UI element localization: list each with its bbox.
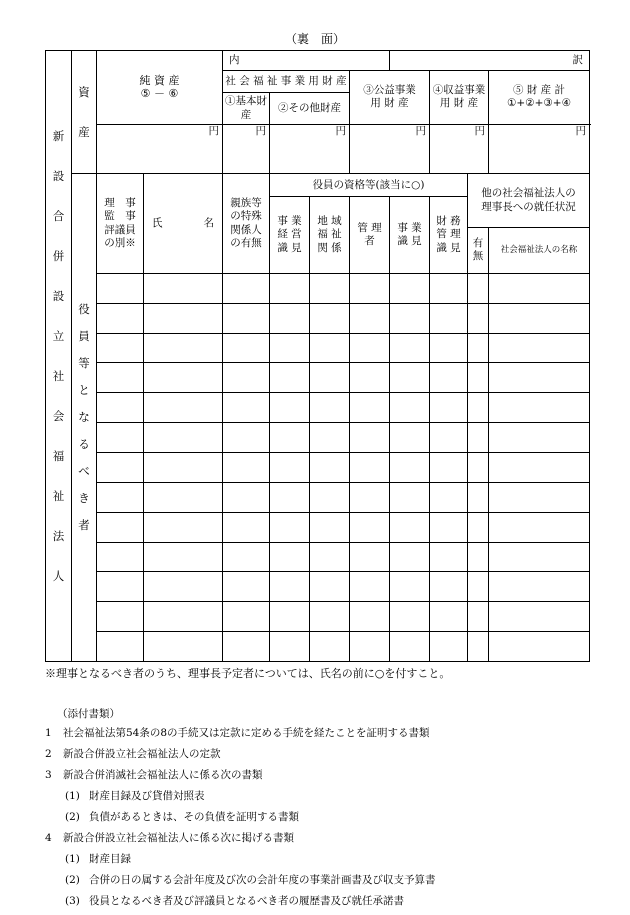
corp-name-cell[interactable] (489, 333, 590, 363)
side-label-char: 法 (52, 529, 65, 543)
officers-label-cell (72, 174, 97, 662)
item-number: (1) (65, 790, 80, 802)
item-text: 合併の日の属する会計年度及び次の会計年度の事業計画書及び収支予算書 (89, 874, 436, 886)
yes-no-cell[interactable] (468, 273, 489, 303)
q4-cell[interactable] (390, 423, 430, 453)
qual-financial-management: 財 務 管 理 識 見 (430, 197, 468, 274)
property-total-value[interactable]: 円 (489, 124, 590, 173)
q4-cell[interactable] (390, 363, 430, 393)
side-label-char: 社 (52, 369, 65, 383)
officers-label-char: る (78, 437, 90, 452)
q5-cell[interactable] (430, 542, 468, 572)
role-cell[interactable] (97, 273, 144, 303)
qual-business-management: 事 業 経 営 識 見 (270, 197, 310, 274)
relatives-cell[interactable] (223, 393, 270, 423)
corp-name-cell[interactable] (489, 542, 590, 572)
q2-cell[interactable] (310, 453, 350, 483)
item-number: 2 (45, 748, 52, 760)
name-cell[interactable] (144, 512, 223, 542)
role-cell[interactable] (97, 602, 144, 632)
role-cell[interactable] (97, 363, 144, 393)
attachments-title: （添付書類） (57, 708, 120, 720)
q4-cell[interactable] (390, 303, 430, 333)
q2-cell[interactable] (310, 572, 350, 602)
side-label-cell (46, 51, 72, 662)
item-text: 財産目録 (89, 853, 131, 865)
q2-cell[interactable] (310, 393, 350, 423)
item-text: 新設合併消滅社会福祉法人に係る次の書類 (63, 769, 263, 781)
name-cell[interactable] (144, 482, 223, 512)
q4-cell[interactable] (390, 542, 430, 572)
side-label-char: 会 (52, 409, 65, 423)
yes-no-cell[interactable] (468, 453, 489, 483)
breakdown-wake: 訳 (390, 51, 590, 71)
page-title: （裏 面） (284, 32, 345, 46)
relatives-cell[interactable] (223, 363, 270, 393)
q5-cell[interactable] (430, 393, 468, 423)
q5-cell[interactable] (430, 512, 468, 542)
q3-cell[interactable] (350, 393, 390, 423)
q2-cell[interactable] (310, 512, 350, 542)
item-number: (3) (65, 895, 80, 907)
side-label-char: 人 (52, 569, 65, 583)
q4-cell[interactable] (390, 572, 430, 602)
q4-cell[interactable] (390, 512, 430, 542)
side-label-char: 設 (52, 169, 65, 183)
side-label-char: 福 (52, 449, 65, 463)
q3-cell[interactable] (350, 303, 390, 333)
role-cell[interactable] (97, 512, 144, 542)
other-property-value[interactable]: 円 (270, 124, 350, 173)
side-label-char: 祉 (52, 489, 65, 503)
yes-no-cell[interactable] (468, 363, 489, 393)
corp-name-cell[interactable] (489, 273, 590, 303)
officers-label-char: 者 (78, 518, 90, 533)
q4-cell[interactable] (390, 482, 430, 512)
other-chair-header: 他の社会福祉法人の 理事長への就任状況 (468, 174, 590, 228)
item-number: 4 (45, 832, 52, 844)
officers-label-char: 等 (78, 356, 90, 371)
name-cell[interactable] (144, 602, 223, 632)
role-cell[interactable] (97, 453, 144, 483)
yes-no-cell[interactable] (468, 572, 489, 602)
role-cell[interactable] (97, 542, 144, 572)
q1-cell[interactable] (270, 542, 310, 572)
q3-cell[interactable] (350, 482, 390, 512)
officers-label-char: べ (78, 464, 90, 479)
role-header: 理 事 監 事 評議員 の別※ (97, 174, 144, 274)
q1-cell[interactable] (270, 393, 310, 423)
officers-label (72, 296, 96, 539)
q5-cell[interactable] (430, 453, 468, 483)
item-text: 新設合併設立社会福祉法人に係る次に掲げる書類 (63, 832, 294, 844)
officer-row (46, 512, 590, 542)
corp-name-cell[interactable] (489, 572, 590, 602)
corp-name-cell[interactable] (489, 423, 590, 453)
side-label-char: 立 (52, 329, 65, 343)
relatives-cell[interactable] (223, 542, 270, 572)
yes-no-cell[interactable] (468, 393, 489, 423)
assets-label-char: 資 (78, 85, 90, 100)
qualification-header: 役員の資格等(該当に○) (270, 174, 468, 197)
q1-cell[interactable] (270, 453, 310, 483)
q2-cell[interactable] (310, 602, 350, 632)
attachment-item (45, 765, 615, 786)
side-label-char: 合 (52, 209, 65, 223)
other-property-header: ②その他財産 (270, 93, 350, 124)
item-number: (2) (65, 811, 80, 823)
officer-row (46, 423, 590, 453)
relatives-header: 親族等 の特殊 関係人 の有無 (223, 174, 270, 274)
officer-row (46, 572, 590, 602)
public-property-header: ③公益事業 用 財 産 (350, 70, 430, 124)
net-assets-value[interactable]: 円 (97, 124, 223, 173)
q2-cell[interactable] (310, 303, 350, 333)
profit-property-header: ④収益事業 用 財 産 (430, 70, 489, 124)
role-cell[interactable] (97, 572, 144, 602)
officer-row (46, 602, 590, 632)
q4-cell[interactable] (390, 453, 430, 483)
attachments (45, 705, 615, 912)
q3-cell[interactable] (350, 273, 390, 303)
q2-cell[interactable] (310, 363, 350, 393)
role-cell[interactable] (97, 423, 144, 453)
q5-cell[interactable] (430, 572, 468, 602)
q2-cell[interactable] (310, 333, 350, 363)
item-text: 負債があるときは、その負債を証明する書類 (89, 811, 299, 823)
corp-name-cell[interactable] (489, 602, 590, 632)
name-header-left: 氏 (152, 216, 163, 229)
basic-property-header: ①基本財産 (223, 93, 270, 124)
yes-no-cell[interactable] (468, 512, 489, 542)
q3-cell[interactable] (350, 423, 390, 453)
q5-cell[interactable] (430, 602, 468, 632)
q4-cell[interactable] (390, 333, 430, 363)
officer-row (46, 363, 590, 393)
social-welfare-property-header: 社 会 福 祉 事 業 用 財 産 (223, 70, 350, 93)
attachment-subitem (45, 870, 615, 891)
qual-business-insight: 事 業 識 見 (390, 197, 430, 274)
yes-no-cell[interactable] (468, 602, 489, 632)
item-number: 1 (45, 727, 52, 739)
corp-name-cell[interactable] (489, 303, 590, 333)
name-cell[interactable] (144, 542, 223, 572)
relatives-cell[interactable] (223, 572, 270, 602)
officers-label-char: と (78, 383, 90, 398)
q2-cell[interactable] (310, 482, 350, 512)
footnote: ※理事となるべき者のうち、理事長予定者については、氏名の前に○を付すこと。 (45, 667, 451, 680)
q1-cell[interactable] (270, 333, 310, 363)
name-cell[interactable] (144, 393, 223, 423)
attachment-subitem (45, 807, 615, 828)
officer-row (46, 273, 590, 303)
officer-row (46, 393, 590, 423)
yes-no-cell[interactable] (468, 542, 489, 572)
role-cell[interactable] (97, 632, 144, 662)
q3-cell[interactable] (350, 512, 390, 542)
q2-cell[interactable] (310, 542, 350, 572)
side-label-char: 併 (52, 249, 65, 263)
assets-label (72, 72, 96, 152)
q5-cell[interactable] (430, 482, 468, 512)
q3-cell[interactable] (350, 632, 390, 662)
corp-name-cell[interactable] (489, 363, 590, 393)
q3-cell[interactable] (350, 542, 390, 572)
role-cell[interactable] (97, 333, 144, 363)
net-assets-header: 純 資 産 ⑤ － ⑥ (97, 51, 223, 125)
relatives-cell[interactable] (223, 423, 270, 453)
officers-label-char: 員 (78, 329, 90, 344)
officer-row (46, 542, 590, 572)
item-text: 財産目録及び貸借対照表 (89, 790, 205, 802)
yes-no-cell[interactable] (468, 423, 489, 453)
q5-cell[interactable] (430, 423, 468, 453)
relatives-cell[interactable] (223, 632, 270, 662)
item-text: 社会福祉法第54条の8の手続又は定款に定める手続を経たことを証明する書類 (63, 727, 430, 739)
property-total-header: ⑤ 財 産 計 ①+②+③+④ (489, 70, 590, 124)
other-chair-yes-no: 有 無 (468, 228, 489, 274)
item-number: (2) (65, 874, 80, 886)
q5-cell[interactable] (430, 303, 468, 333)
item-text: 新設合併設立社会福祉法人の定款 (63, 748, 221, 760)
item-number: 3 (45, 769, 52, 781)
yes-no-cell[interactable] (468, 482, 489, 512)
relatives-cell[interactable] (223, 333, 270, 363)
attachment-item (45, 828, 615, 849)
q1-cell[interactable] (270, 273, 310, 303)
relatives-cell[interactable] (223, 453, 270, 483)
q3-cell[interactable] (350, 453, 390, 483)
yes-no-cell[interactable] (468, 303, 489, 333)
role-cell[interactable] (97, 303, 144, 333)
officer-row (46, 303, 590, 333)
q3-cell[interactable] (350, 602, 390, 632)
q5-cell[interactable] (430, 632, 468, 662)
q3-cell[interactable] (350, 333, 390, 363)
q4-cell[interactable] (390, 393, 430, 423)
q1-cell[interactable] (270, 363, 310, 393)
officer-row (46, 482, 590, 512)
q3-cell[interactable] (350, 363, 390, 393)
yes-no-cell[interactable] (468, 333, 489, 363)
q3-cell[interactable] (350, 572, 390, 602)
basic-property-value[interactable]: 円 (223, 124, 270, 173)
name-cell[interactable] (144, 363, 223, 393)
name-cell[interactable] (144, 453, 223, 483)
breakdown-uchi: 内 (223, 51, 390, 71)
role-cell[interactable] (97, 482, 144, 512)
yes-no-cell[interactable] (468, 632, 489, 662)
q1-cell[interactable] (270, 572, 310, 602)
name-cell[interactable] (144, 423, 223, 453)
officers-label-char: き (78, 491, 90, 506)
public-property-value[interactable]: 円 (350, 124, 430, 173)
side-label (46, 116, 71, 596)
q5-cell[interactable] (430, 363, 468, 393)
assets-label-cell (72, 51, 97, 174)
item-number: (1) (65, 853, 80, 865)
q1-cell[interactable] (270, 632, 310, 662)
assets-label-char: 産 (78, 125, 90, 140)
q1-cell[interactable] (270, 602, 310, 632)
q1-cell[interactable] (270, 512, 310, 542)
name-cell[interactable] (144, 273, 223, 303)
officer-row (46, 333, 590, 363)
side-label-char: 設 (52, 289, 65, 303)
name-header (144, 174, 223, 274)
role-cell[interactable] (97, 393, 144, 423)
name-cell[interactable] (144, 303, 223, 333)
attachment-subitem (45, 786, 615, 807)
item-text: 役員となるべき者及び評議員となるべき者の履歴書及び就任承諾書 (89, 895, 404, 907)
qual-manager: 管 理 者 (350, 197, 390, 274)
application-form-table (45, 50, 590, 662)
officers-label-char: 役 (78, 302, 90, 317)
name-cell[interactable] (144, 572, 223, 602)
name-cell[interactable] (144, 632, 223, 662)
other-corporation-name-header: 社会福祉法人の名称 (489, 228, 590, 274)
side-label-char: 新 (52, 129, 65, 143)
attachment-item (45, 744, 615, 765)
relatives-cell[interactable] (223, 303, 270, 333)
q4-cell[interactable] (390, 273, 430, 303)
profit-property-value[interactable]: 円 (430, 124, 489, 173)
officer-row (46, 632, 590, 662)
corp-name-cell[interactable] (489, 453, 590, 483)
q1-cell[interactable] (270, 303, 310, 333)
corp-name-cell[interactable] (489, 482, 590, 512)
corp-name-cell[interactable] (489, 393, 590, 423)
corp-name-cell[interactable] (489, 512, 590, 542)
q2-cell[interactable] (310, 423, 350, 453)
q2-cell[interactable] (310, 273, 350, 303)
attachment-subitem (45, 891, 615, 912)
q1-cell[interactable] (270, 482, 310, 512)
relatives-cell[interactable] (223, 482, 270, 512)
q5-cell[interactable] (430, 333, 468, 363)
officer-row (46, 453, 590, 483)
corp-name-cell[interactable] (489, 632, 590, 662)
relatives-cell[interactable] (223, 512, 270, 542)
officers-label-char: な (78, 410, 90, 425)
q2-cell[interactable] (310, 632, 350, 662)
q4-cell[interactable] (390, 632, 430, 662)
q1-cell[interactable] (270, 423, 310, 453)
name-header-right: 名 (203, 216, 214, 229)
name-cell[interactable] (144, 333, 223, 363)
relatives-cell[interactable] (223, 273, 270, 303)
q4-cell[interactable] (390, 602, 430, 632)
attachment-subitem (45, 849, 615, 870)
attachment-item (45, 723, 615, 744)
qual-community-welfare: 地 域 福 祉 関 係 (310, 197, 350, 274)
q5-cell[interactable] (430, 273, 468, 303)
relatives-cell[interactable] (223, 602, 270, 632)
